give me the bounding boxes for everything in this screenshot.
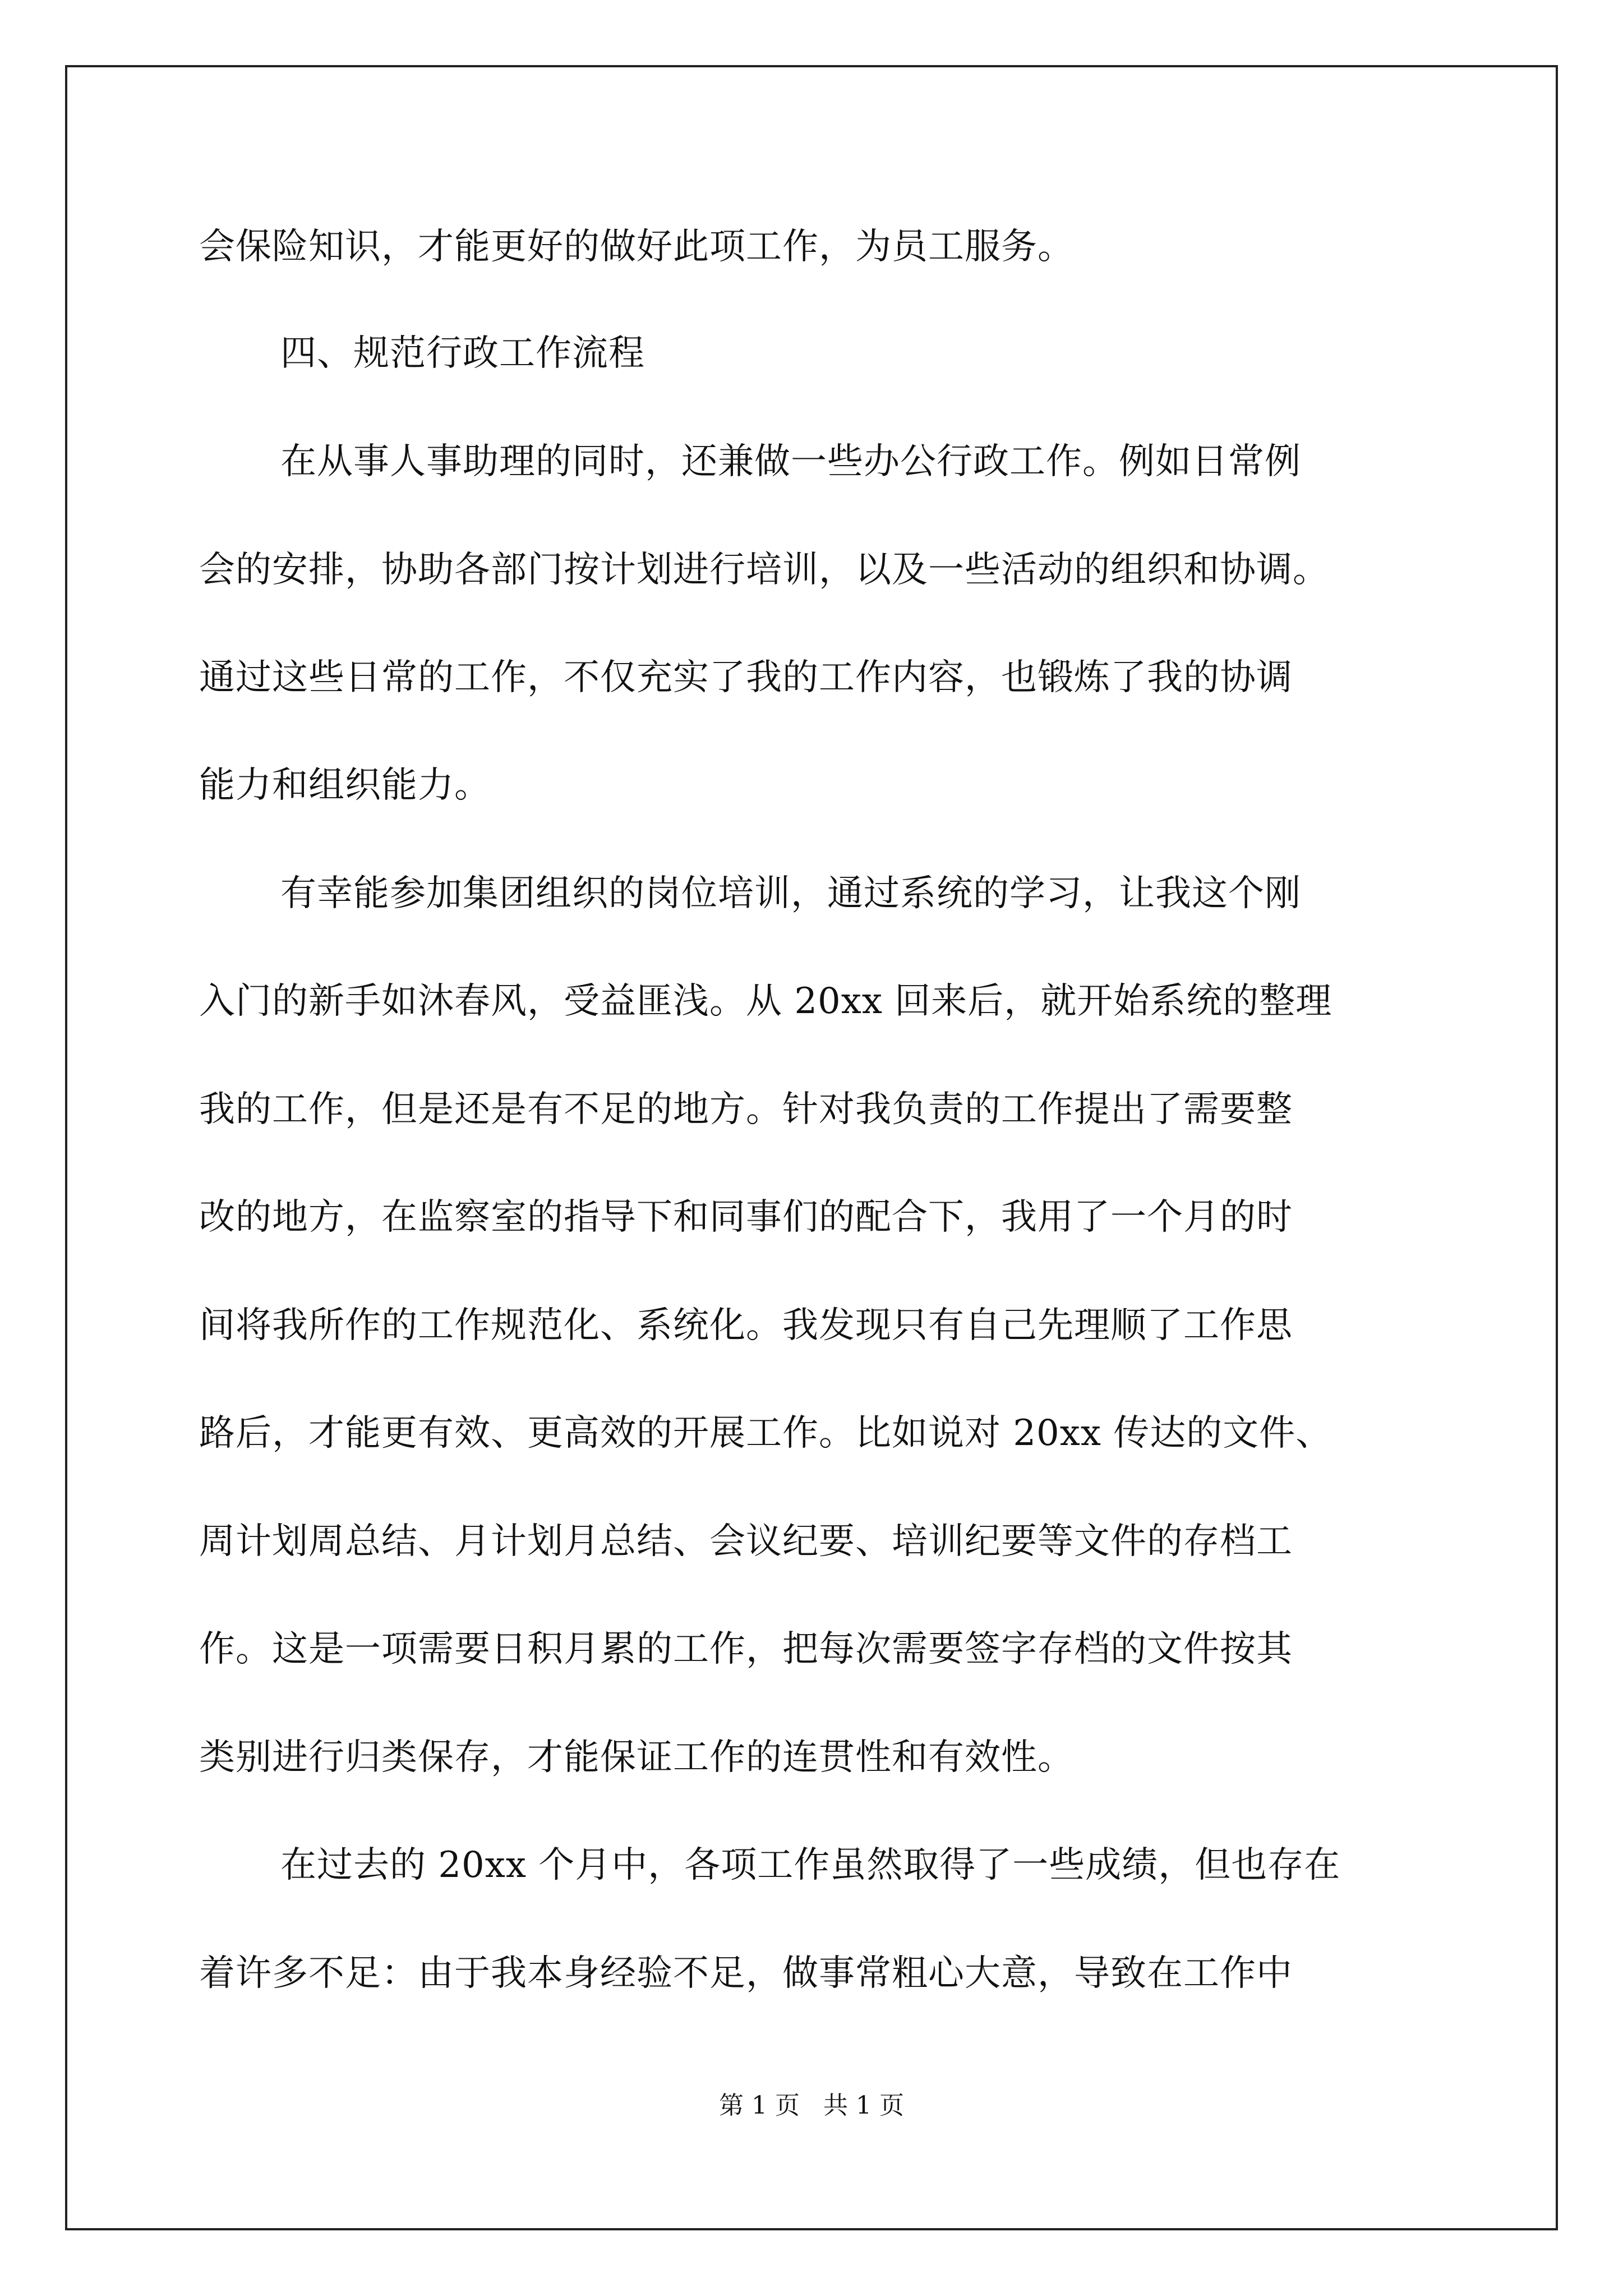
text-line: 着许多不足：由于我本身经验不足，做事常粗心大意，导致在工作中 (199, 1953, 1293, 1994)
text-line: 会的安排，协助各部门按计划进行培训，以及一些活动的组织和协调。 (199, 549, 1329, 591)
text-line: 在从事人事助理的同时，还兼做一些办公行政工作。例如日常例 (280, 441, 1301, 482)
text-line: 作。这是一项需要日积月累的工作，把每次需要签字存档的文件按其 (199, 1628, 1293, 1670)
text-line: 能力和组织能力。 (199, 765, 491, 806)
section-heading: 四、规范行政工作流程 (280, 333, 645, 374)
text-line: 会保险知识，才能更好的做好此项工作，为员工服务。 (199, 226, 1074, 268)
text-line: 间将我所作的工作规范化、系统化。我发现只有自己先理顺了工作思 (199, 1305, 1293, 1346)
page-border (65, 65, 1558, 2230)
text-line: 类别进行归类保存，才能保证工作的连贯性和有效性。 (199, 1737, 1074, 1778)
text-line: 通过这些日常的工作，不仅充实了我的工作内容，也锻炼了我的协调 (199, 657, 1293, 698)
text-line: 周计划周总结、月计划月总结、会议纪要、培训纪要等文件的存档工 (199, 1521, 1293, 1562)
text-line: 入门的新手如沐春风，受益匪浅。从 20xx 回来后，就开始系统的整理 (199, 981, 1332, 1022)
text-line: 改的地方，在监察室的指导下和同事们的配合下，我用了一个月的时 (199, 1197, 1293, 1238)
text-line: 我的工作，但是还是有不足的地方。针对我负责的工作提出了需要整 (199, 1089, 1293, 1130)
text-line: 有幸能参加集团组织的岗位培训，通过系统的学习，让我这个刚 (280, 873, 1301, 914)
text-line: 路后，才能更有效、更高效的开展工作。比如说对 20xx 传达的文件、 (199, 1412, 1332, 1454)
page-footer: 第 1 页 共 1 页 (719, 2091, 904, 2120)
text-line: 在过去的 20xx 个月中，各项工作虽然取得了一些成绩，但也存在 (280, 1844, 1341, 1886)
